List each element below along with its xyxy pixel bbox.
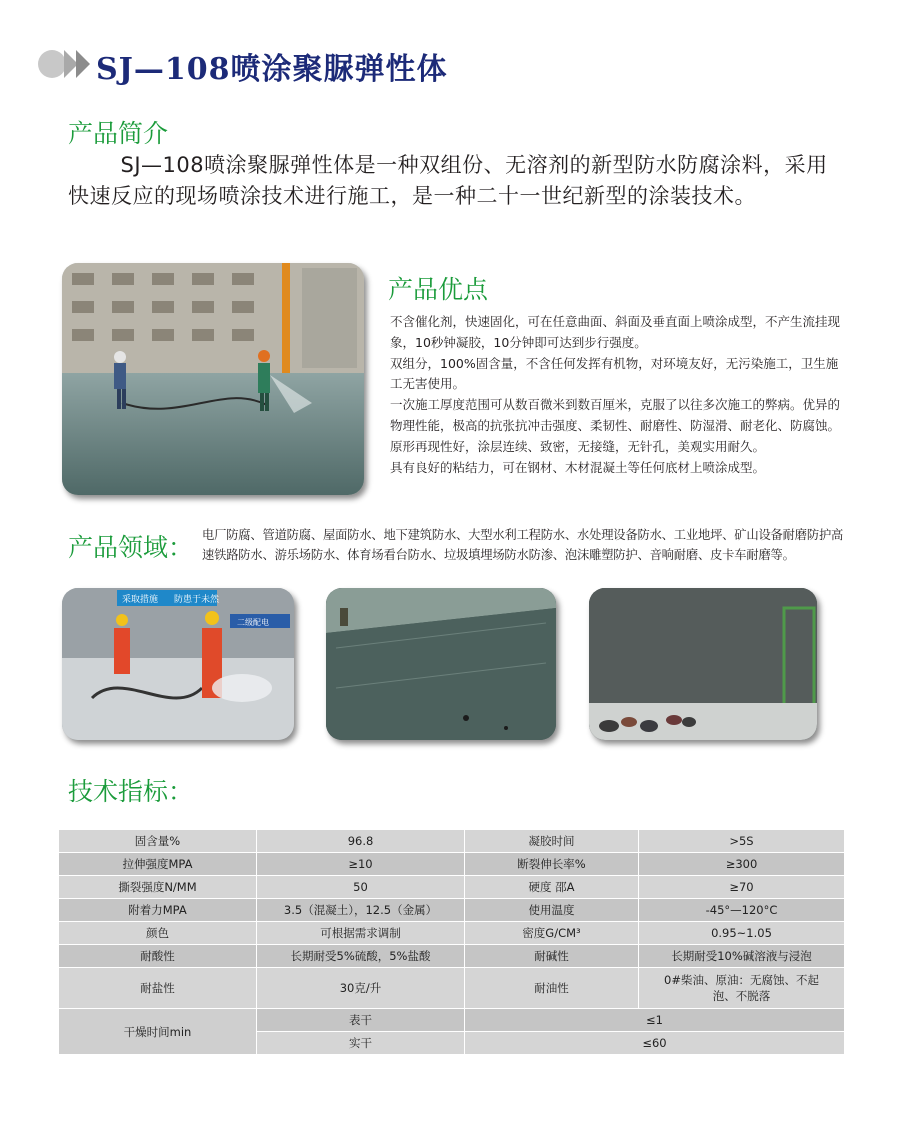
spec-value: 0.95~1.05 xyxy=(639,922,845,945)
spec-value: ≥10 xyxy=(257,853,465,876)
advantage-item: 不含催化剂，快速固化，可在任意曲面、斜面及垂直面上喷涂成型，不产生流挂现象，10秒钟凝胶，10分钟即可达到步行强度。 xyxy=(390,314,841,350)
spec-value: 0#柴油、原油：无腐蚀、不起泡、不脱落 xyxy=(639,968,845,1009)
page-title: SJ—108喷涂聚脲弹性体 xyxy=(96,52,448,87)
spec-value: 长期耐受10%碱溶液与浸泡 xyxy=(639,945,845,968)
spec-label: 颜色 xyxy=(59,922,257,945)
spec-label: 耐碱性 xyxy=(465,945,639,968)
tech-heading: 技术指标： xyxy=(68,777,194,806)
spec-label: 使用温度 xyxy=(465,899,639,922)
spec-value: 可根据需求调制 xyxy=(257,922,465,945)
banner-text: 采取措施 xyxy=(122,595,159,605)
advantages-list xyxy=(390,312,850,478)
header-chevron-icon xyxy=(76,50,90,78)
spec-label: 断裂伸长率% xyxy=(465,853,639,876)
advantages-heading: 产品优点 xyxy=(388,275,489,304)
spec-value: -45°—120°C xyxy=(639,899,845,922)
fields-heading: 产品领域： xyxy=(68,533,194,562)
table-row xyxy=(59,968,845,1009)
workers-spraying-photo xyxy=(62,588,294,740)
spec-value: >5S xyxy=(639,830,845,853)
coated-slope-illustration xyxy=(326,588,556,740)
intro-heading: 产品简介 xyxy=(68,119,169,148)
workers-spraying-illustration xyxy=(62,588,294,740)
spec-value: 50 xyxy=(257,876,465,899)
table-row xyxy=(59,853,845,876)
dry-hard-value: ≤60 xyxy=(465,1032,845,1055)
spec-value: 96.8 xyxy=(257,830,465,853)
spec-label: 撕裂强度N/MM xyxy=(59,876,257,899)
spec-label: 固含量% xyxy=(59,830,257,853)
dry-time-label: 干燥时间min xyxy=(59,1009,257,1055)
dry-hard-label: 实干 xyxy=(257,1032,465,1055)
spec-value: 3.5（混凝土），12.5（金属） xyxy=(257,899,465,922)
spec-label: 耐酸性 xyxy=(59,945,257,968)
tank-interior-photo xyxy=(589,588,817,740)
table-row xyxy=(59,876,845,899)
spec-value: 长期耐受5%硫酸，5%盐酸 xyxy=(257,945,465,968)
table-row xyxy=(59,899,845,922)
spec-label: 硬度 邵A xyxy=(465,876,639,899)
spec-label: 密度G/CM³ xyxy=(465,922,639,945)
table-row xyxy=(59,922,845,945)
spec-value: ≥70 xyxy=(639,876,845,899)
table-row xyxy=(59,945,845,968)
spec-label: 附着力MPA xyxy=(59,899,257,922)
fields-paragraph: 电厂防腐、管道防腐、屋面防水、地下建筑防水、大型水利工程防水、水处理设备防水、工业地坪、矿山设备耐磨防护高速铁路防水、游乐场防水、体育场看台防水、垃圾填埋场防水防渗、泡沫雕塑防护、音响耐磨、皮卡车耐磨等。 xyxy=(202,528,844,562)
sign-text: 二级配电 xyxy=(237,618,269,627)
tank-interior-illustration xyxy=(589,588,817,740)
spec-label: 耐油性 xyxy=(465,968,639,1009)
dry-surface-value: ≤1 xyxy=(465,1009,845,1032)
dry-surface-label: 表干 xyxy=(257,1009,465,1032)
table-row xyxy=(59,830,845,853)
spraying-site-illustration xyxy=(62,263,364,495)
table-row xyxy=(59,1009,845,1032)
banner-text: 防患于未然 xyxy=(174,595,220,605)
spec-label: 拉伸强度MPA xyxy=(59,853,257,876)
spraying-site-photo xyxy=(62,263,364,495)
spec-label: 凝胶时间 xyxy=(465,830,639,853)
advantage-item: 具有良好的粘结力，可在钢材、木材混凝土等任何底材上喷涂成型。 xyxy=(390,459,766,475)
advantage-item: 双组分，100%固含量，不含任何发挥有机物，对环境友好，无污染施工，卫生施工无害使用。 xyxy=(390,355,839,392)
intro-paragraph: SJ—108喷涂聚脲弹性体是一种双组份、无溶剂的新型防水防腐涂料，采用快速反应的现场喷涂技术进行施工，是一种二十一世纪新型的涂装技术。 xyxy=(68,153,828,208)
spec-table xyxy=(58,829,845,1055)
spec-value: 30克/升 xyxy=(257,968,465,1009)
coated-slope-photo xyxy=(326,588,556,740)
spec-label: 耐盐性 xyxy=(59,968,257,1009)
advantage-item: 一次施工厚度范围可从数百微米到数百厘米，克服了以往多次施工的弊病。优异的物理性能，极高的抗张抗冲击强度、柔韧性、耐磨性、防湿滑、耐老化、防腐蚀。 xyxy=(390,397,841,433)
header-circle-icon xyxy=(38,50,66,78)
advantage-item: 原形再现性好，涂层连续、致密，无接缝，无针孔，美观实用耐久。 xyxy=(390,438,766,454)
spec-value: ≥300 xyxy=(639,853,845,876)
